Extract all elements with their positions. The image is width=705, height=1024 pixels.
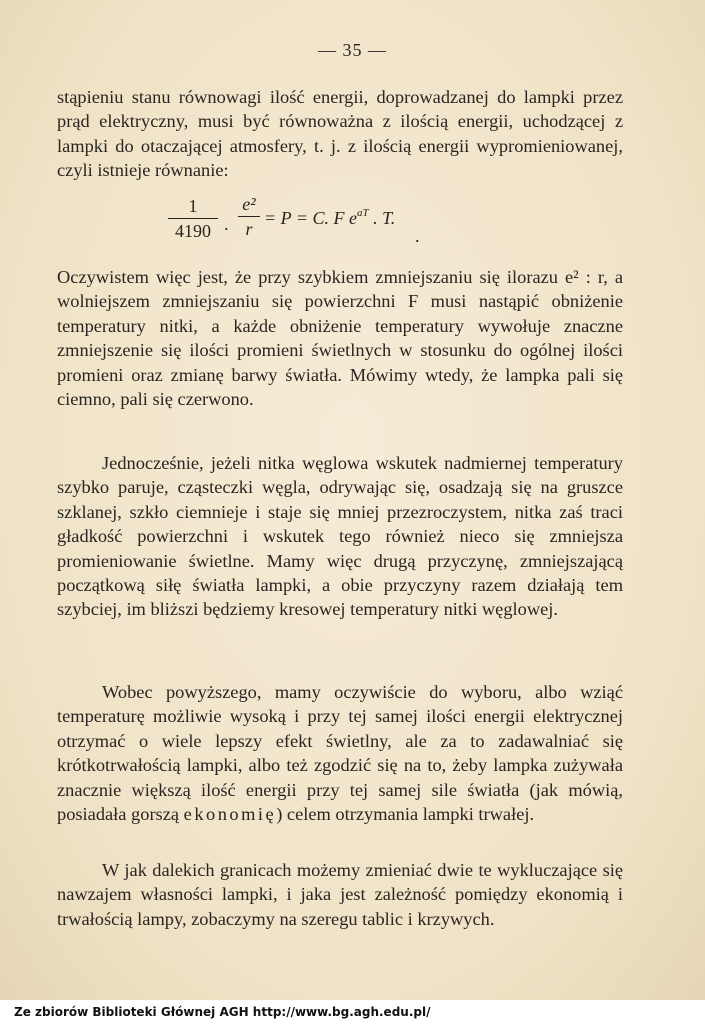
paragraph-2 <box>57 265 623 411</box>
equation-rhs-main: = P = C. F e <box>264 208 357 228</box>
paragraph-5-text: W jak dalekich granicach możemy zmieniać dwie te wykluczające się nawzajem własności lampki, i jaka jest zależność pomiędzy ekonomią i trwałością lampy, zobaczymy na szeregu tablic i krzywych. <box>57 860 623 929</box>
equation-rhs-end: . T. <box>368 208 396 228</box>
paragraph-2-text: Oczywistem więc jest, że przy szybkiem zmniejszaniu się ilorazu e² : r, a wolniejszem zmniejszaniu się powierzchni F musi nastąpić obniżenie temperatury nitki, a każde obniżenie temperatury wywołuje znaczne zmniejszenie się ilości promieni świetlnych w stosunku do ogólnej ilości promieni oraz zmianę barwy światła. Mówimy wtedy, że lampka pali się ciemno, pali się czerwono. <box>57 267 623 410</box>
fraction-2-numerator: e² <box>242 194 256 214</box>
paragraph-5 <box>57 858 623 931</box>
exponent: aT <box>356 207 369 219</box>
equation <box>160 194 480 250</box>
fraction-1-numerator: 1 <box>188 196 198 216</box>
page-number: — 35 — <box>318 40 387 60</box>
paragraph-4 <box>57 680 623 826</box>
fraction-1-denominator: 4190 <box>175 221 211 241</box>
paragraph-4-text <box>57 680 623 826</box>
paragraph-3-text: Jednocześnie, jeżeli nitka węglowa wskutek nadmiernej temperatury szybko paruje, cząsteczki węgla, odrywając się, osadzają się na gruszce szklanej, szkło ciemnieje i staje się mniej przezroczystem, nitka zaś traci gładkość powierzchni i wskutek tego również nieco się zmniejsza promieniowanie świetlne. Mamy więc drugą przyczynę, zmniejszającą początkową siłę światła lampki, a obie przyczyny razem działają tem szybciej, im bliższi będziemy kresowej temperatury nitki węglowej. <box>57 453 623 620</box>
fraction-2-denominator: r <box>245 219 253 239</box>
equation-under-dot: . <box>415 226 420 246</box>
paragraph-3 <box>57 451 623 622</box>
multiplication-dot: . <box>224 214 229 234</box>
paragraph-4-before: Wobec powyższego, mamy oczywiście do wyboru, albo wziąć temperaturę możliwie wysoką i przy tej samej ilości energii elektrycznej otrzymać o wiele lepszy efekt świetlny, ale za to zadawalniać się krótkotrwałością lampki, albo też zgodzić się na to, żeby lampka zużywała znacznie większą ilość energii przy tej samej sile światła (jak mówią, posiadała gorszą <box>57 682 623 825</box>
fraction-bar <box>238 216 260 217</box>
paragraph-1-text: stąpieniu stanu równowagi ilość energii, doprowadzanej do lampki przez prąd elektryczny, musi być równoważna z ilością energii, uchodzącej z lampki do otaczającej atmosfery, t. j. z ilością energii wypromieniowanej, czyli istnieje równanie: <box>57 87 623 181</box>
fraction-2 <box>238 194 260 239</box>
fraction-1 <box>168 196 218 241</box>
paragraph-4-after: ) celem otrzymania lampki trwałej. <box>276 804 535 825</box>
paragraph-4-emphasis: ekonomię <box>183 804 277 825</box>
equation-rhs <box>264 207 395 229</box>
footer-credit: Ze zbiorów Biblioteki Głównej AGH http://www.bg.agh.edu.pl/ <box>14 1005 431 1019</box>
fraction-bar <box>168 218 218 219</box>
paragraph-1 <box>57 85 623 183</box>
footer-bar <box>0 1000 705 1024</box>
